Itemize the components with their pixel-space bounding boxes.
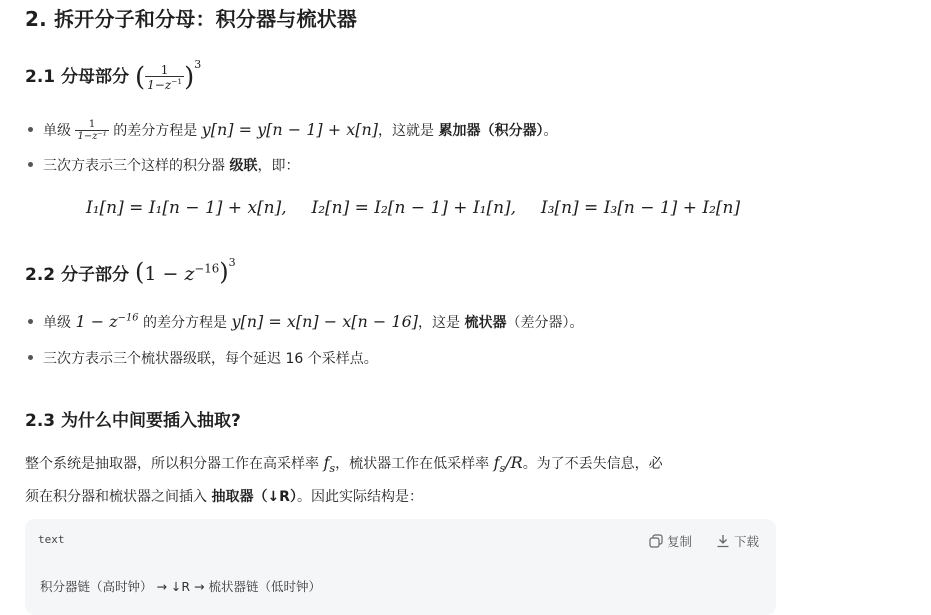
bullet-item [28,120,558,142]
text: 。因此实际结构是： [296,489,423,506]
bullet-item [28,348,378,368]
subsection-heading-2-2 [25,258,236,286]
download-label: 下载 [734,534,760,549]
code-language-label: text [38,533,65,546]
equation-part: I₂[n] = I₂[n − 1] + I₁[n], [311,198,517,218]
text: ，梳状器工作在低采样率 [335,456,490,472]
bullet-dot [28,162,33,167]
bold-term: 累加器（积分器） [438,123,544,139]
text: 三次方表示三个这样的积分器 [43,158,225,174]
download-icon [716,534,730,548]
text: 。为了不丢失信息，必 [522,456,663,472]
sample-rate-low: $f_s/R$ [493,453,523,476]
bullet-dot [28,319,33,324]
text: 单级 [43,315,71,331]
subsection-title: 2.1 分母部分 [25,67,130,87]
text: 单级 [43,123,71,139]
code-line: 积分器链（高时钟） → ↓R → 梳状器链（低时钟） [40,579,322,594]
difference-equation: y[n] = y[n − 1] + x[n] [201,120,379,139]
text: 的差分方程是 [143,315,227,331]
text: 三次方表示三个梳状器级联，每个延迟 16 个采样点。 [43,351,378,367]
equation-part: I₁[n] = I₁[n − 1] + x[n], [86,198,287,218]
paragraph-line [25,449,663,483]
bold-term: 梳状器 [464,315,507,331]
paragraph-line [25,483,663,511]
denominator-formula: ( $\frac{1}{1-z^{-1}}$ )$^3$ [134,58,202,93]
code-block [25,519,776,615]
text: ，即： [257,158,300,174]
text: 须在积分器和梳状器之间插入 [25,489,207,506]
paragraph [25,449,663,511]
text: 整个系统是抽取器，所以积分器工作在高采样率 [25,456,319,472]
copy-button[interactable] [649,532,692,550]
bullet-dot [28,127,33,132]
text: ，这就是 [378,123,435,139]
text: 。 [543,123,558,139]
expression: $1 - z^{-16}$ [75,312,139,331]
numerator-formula: $(1 - z^{-16})^3$ [134,256,236,286]
fraction: $\frac{1}{\text{1−z⁻¹}}$ [77,119,107,142]
text: （差分器）。 [506,315,584,331]
copy-label: 复制 [667,534,693,549]
difference-equation: y[n] = x[n] − x[n − 16] [231,312,418,331]
display-equation [86,198,740,218]
download-button[interactable] [716,532,759,550]
subsection-heading-2-3: 2.3 为什么中间要插入抽取? [25,411,241,431]
text: 的差分方程是 [113,123,198,139]
section-heading: 2. 拆开分子和分母：积分器与梳状器 [25,7,358,31]
text: ，这是 [418,315,460,331]
bullet-dot [28,355,33,360]
bullet-item [28,155,299,175]
subsection-title: 2.2 分子部分 [25,265,130,285]
sample-rate-high: $f_s$ [323,453,336,476]
bullet-item [28,312,583,332]
bold-term: 级联 [229,158,258,174]
bold-term: 抽取器（↓R） [211,489,297,506]
copy-icon [649,534,663,548]
subsection-heading-2-1 [25,58,202,93]
equation-part: I₃[n] = I₃[n − 1] + I₂[n] [540,198,741,218]
